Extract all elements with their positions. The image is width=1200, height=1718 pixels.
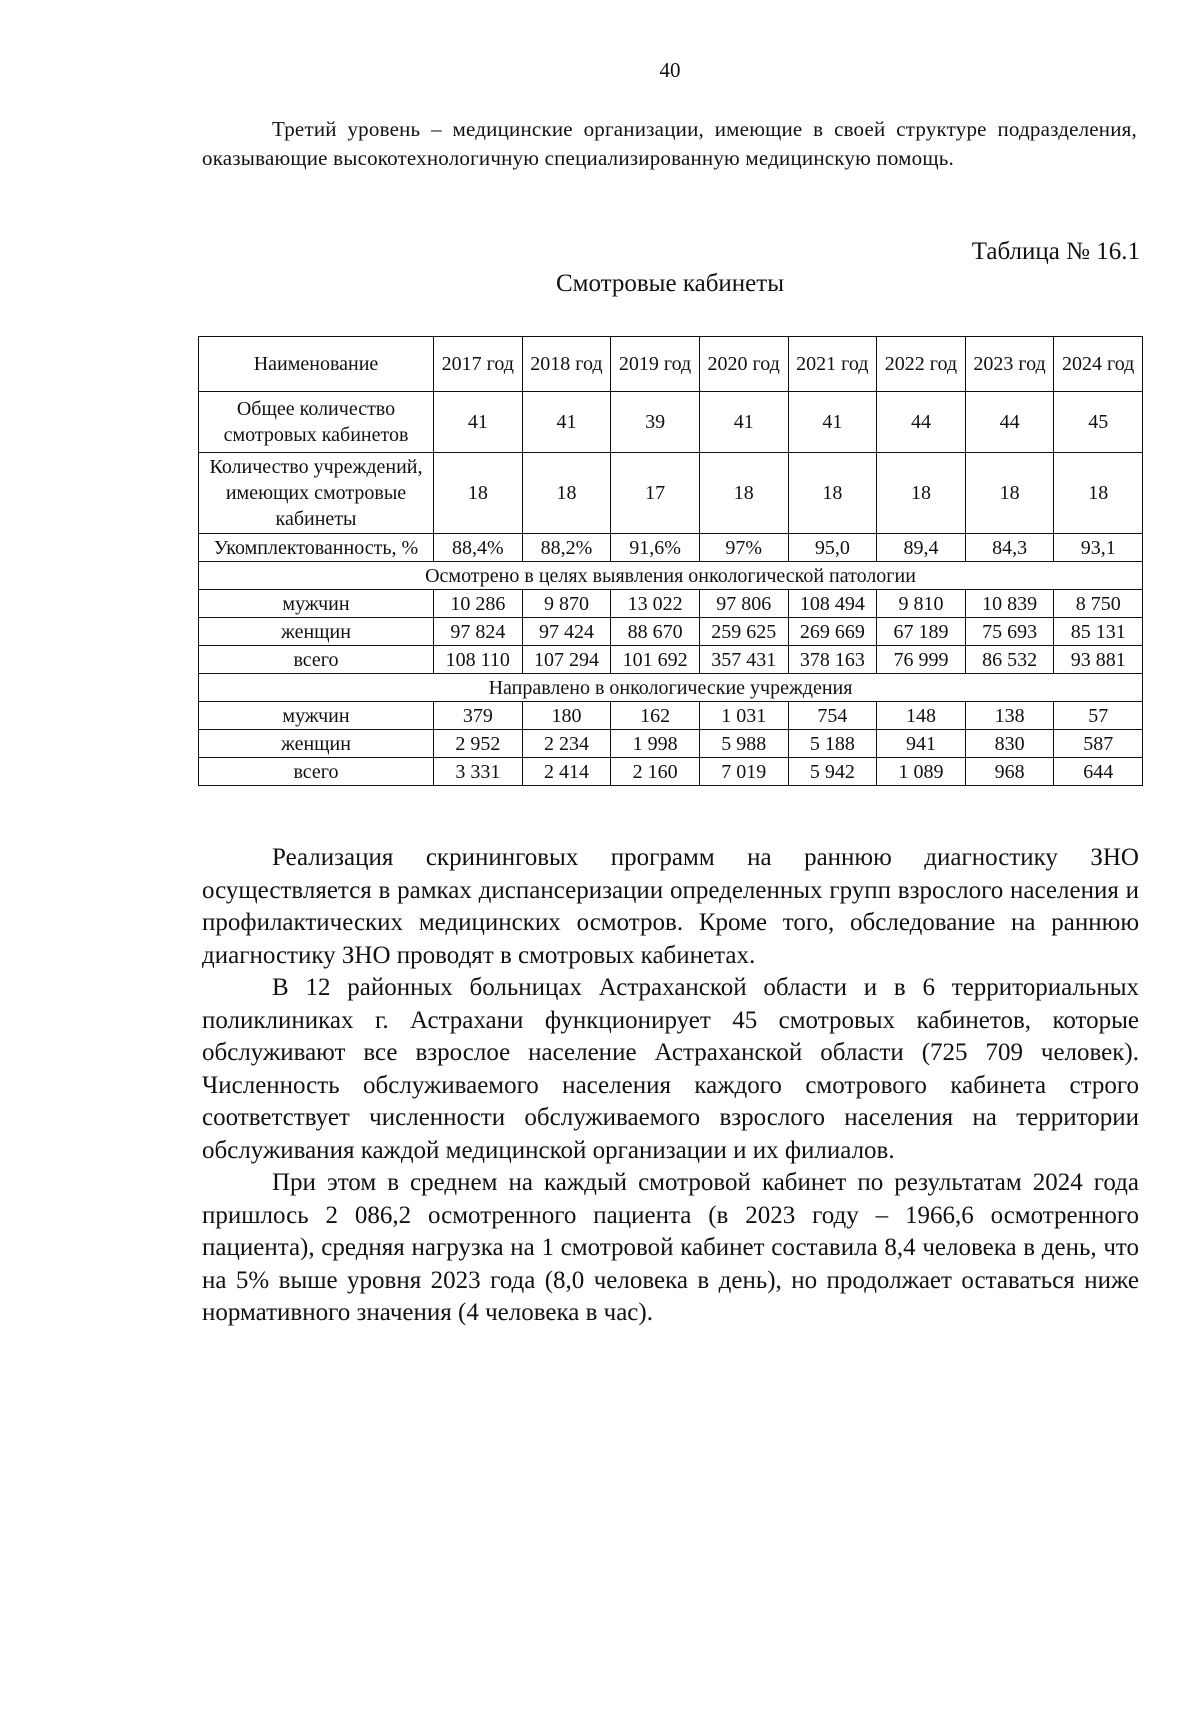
table-row xyxy=(199,618,1143,646)
table-cell: 10 286 xyxy=(434,590,523,618)
header-year: 2024 год xyxy=(1054,337,1143,392)
table-cell: 41 xyxy=(788,392,877,453)
table-cell: 93 881 xyxy=(1054,646,1143,674)
section-title: Осмотрено в целях выявления онкологической патологии xyxy=(199,562,1143,590)
row-label: женщин xyxy=(199,618,434,646)
table-cell: 97 806 xyxy=(699,590,788,618)
table-cell: 148 xyxy=(877,702,966,730)
paragraph: При этом в среднем на каждый смотровой кабинет по результатам 2024 года пришлось 2 086,2 осмотренного пациента (в 2023 году – 1966,6 осмотренного пациента), средняя нагрузка на 1 смотровой кабинет составила 8,4 человека в день, что на 5% выше уровня 2023 года (8,0 человека в день), но продолжает оставаться ниже нормативного значения (4 человека в час). xyxy=(202,1169,1139,1326)
table-cell: 162 xyxy=(611,702,700,730)
table-row xyxy=(199,702,1143,730)
table-cell: 18 xyxy=(699,453,788,534)
header-year: 2018 год xyxy=(522,337,611,392)
table-row xyxy=(199,453,1143,534)
table-cell: 18 xyxy=(522,453,611,534)
section-row xyxy=(199,674,1143,702)
row-label: всего xyxy=(199,758,434,786)
table-cell: 41 xyxy=(699,392,788,453)
table-cell: 85 131 xyxy=(1054,618,1143,646)
table-cell: 379 xyxy=(434,702,523,730)
table-body xyxy=(199,337,1143,786)
table-number: Таблица № 16.1 xyxy=(971,238,1140,265)
inspection-rooms-table xyxy=(198,336,1143,786)
table-row xyxy=(199,646,1143,674)
table-cell: 968 xyxy=(965,758,1054,786)
page-number: 40 xyxy=(659,58,681,82)
table-cell: 75 693 xyxy=(965,618,1054,646)
table-cell: 5 188 xyxy=(788,730,877,758)
table-cell: 107 294 xyxy=(522,646,611,674)
header-year: 2017 год xyxy=(434,337,523,392)
row-label: женщин xyxy=(199,730,434,758)
row-label: Общее количество смотровых кабинетов xyxy=(199,392,434,453)
table-cell: 108 494 xyxy=(788,590,877,618)
table-cell: 754 xyxy=(788,702,877,730)
table-cell: 89,4 xyxy=(877,534,966,562)
table-row xyxy=(199,730,1143,758)
header-year: 2021 год xyxy=(788,337,877,392)
table-header-row xyxy=(199,337,1143,392)
table-cell: 3 331 xyxy=(434,758,523,786)
table-cell: 93,1 xyxy=(1054,534,1143,562)
intro-paragraph: Третий уровень – медицинские организации, имеющие в своей структуре подразделения, оказывающие высокотехнологичную специализированную медицинскую помощь. xyxy=(202,117,1137,170)
table-cell: 86 532 xyxy=(965,646,1054,674)
table-cell: 5 942 xyxy=(788,758,877,786)
body-text xyxy=(202,842,1139,1330)
table-cell: 2 414 xyxy=(522,758,611,786)
table-cell: 18 xyxy=(965,453,1054,534)
table-cell: 269 669 xyxy=(788,618,877,646)
table-cell: 378 163 xyxy=(788,646,877,674)
table-cell: 259 625 xyxy=(699,618,788,646)
table-cell: 9 870 xyxy=(522,590,611,618)
table-row xyxy=(199,392,1143,453)
row-label: мужчин xyxy=(199,590,434,618)
table-cell: 67 189 xyxy=(877,618,966,646)
table-cell: 44 xyxy=(877,392,966,453)
table-cell: 1 031 xyxy=(699,702,788,730)
table-cell: 101 692 xyxy=(611,646,700,674)
table-row xyxy=(199,590,1143,618)
table-cell: 941 xyxy=(877,730,966,758)
table-title: Смотровые кабинеты xyxy=(555,270,784,297)
table-cell: 8 750 xyxy=(1054,590,1143,618)
table-cell: 84,3 xyxy=(965,534,1054,562)
table-cell: 18 xyxy=(434,453,523,534)
table-cell: 2 234 xyxy=(522,730,611,758)
table-cell: 644 xyxy=(1054,758,1143,786)
table-cell: 97 424 xyxy=(522,618,611,646)
row-label: мужчин xyxy=(199,702,434,730)
table-cell: 1 998 xyxy=(611,730,700,758)
header-year: 2022 год xyxy=(877,337,966,392)
table-cell: 97 824 xyxy=(434,618,523,646)
table-cell: 45 xyxy=(1054,392,1143,453)
table-cell: 13 022 xyxy=(611,590,700,618)
header-year: 2019 год xyxy=(611,337,700,392)
table-cell: 5 988 xyxy=(699,730,788,758)
table-cell: 41 xyxy=(522,392,611,453)
table-cell: 76 999 xyxy=(877,646,966,674)
table-cell: 180 xyxy=(522,702,611,730)
table-cell: 95,0 xyxy=(788,534,877,562)
table-cell: 2 160 xyxy=(611,758,700,786)
table-cell: 10 839 xyxy=(965,590,1054,618)
header-name: Наименование xyxy=(199,337,434,392)
table-cell: 57 xyxy=(1054,702,1143,730)
table-cell: 17 xyxy=(611,453,700,534)
table-cell: 41 xyxy=(434,392,523,453)
table-cell: 587 xyxy=(1054,730,1143,758)
paragraph: Реализация скрининговых программ на раннюю диагностику ЗНО осуществляется в рамках диспансеризации определенных групп взрослого населения и профилактических медицинских осмотров. Кроме того, обследование на раннюю диагностику ЗНО проводят в смотровых кабинетах. xyxy=(202,844,1139,969)
row-label: Количество учреждений, имеющих смотровые кабинеты xyxy=(199,453,434,534)
table-cell: 18 xyxy=(877,453,966,534)
row-label: всего xyxy=(199,646,434,674)
table-row xyxy=(199,534,1143,562)
header-year: 2020 год xyxy=(699,337,788,392)
table-cell: 9 810 xyxy=(877,590,966,618)
table-cell: 44 xyxy=(965,392,1054,453)
table-cell: 88,2% xyxy=(522,534,611,562)
row-label: Укомплектованность, % xyxy=(199,534,434,562)
table-cell: 357 431 xyxy=(699,646,788,674)
table-cell: 91,6% xyxy=(611,534,700,562)
section-title: Направлено в онкологические учреждения xyxy=(199,674,1143,702)
table-cell: 2 952 xyxy=(434,730,523,758)
paragraph: В 12 районных больницах Астраханской области и в 6 территориальных поликлиниках г. Астрахани функционирует 45 смотровых кабинетов, которые обслуживают все взрослое население Астраханской области (725 709 человек). Численность обслуживаемого населения каждого смотрового кабинета строго соответствует численности обслуживаемого взрослого населения на территории обслуживания каждой медицинской организации и их филиалов. xyxy=(202,974,1139,1164)
header-year: 2023 год xyxy=(965,337,1054,392)
table-cell: 18 xyxy=(1054,453,1143,534)
section-row xyxy=(199,562,1143,590)
table-cell: 88 670 xyxy=(611,618,700,646)
table-cell: 18 xyxy=(788,453,877,534)
table-cell: 830 xyxy=(965,730,1054,758)
table-cell: 39 xyxy=(611,392,700,453)
table-cell: 108 110 xyxy=(434,646,523,674)
table-cell: 88,4% xyxy=(434,534,523,562)
table-cell: 138 xyxy=(965,702,1054,730)
table-row xyxy=(199,758,1143,786)
table-cell: 1 089 xyxy=(877,758,966,786)
table-cell: 97% xyxy=(699,534,788,562)
table-cell: 7 019 xyxy=(699,758,788,786)
